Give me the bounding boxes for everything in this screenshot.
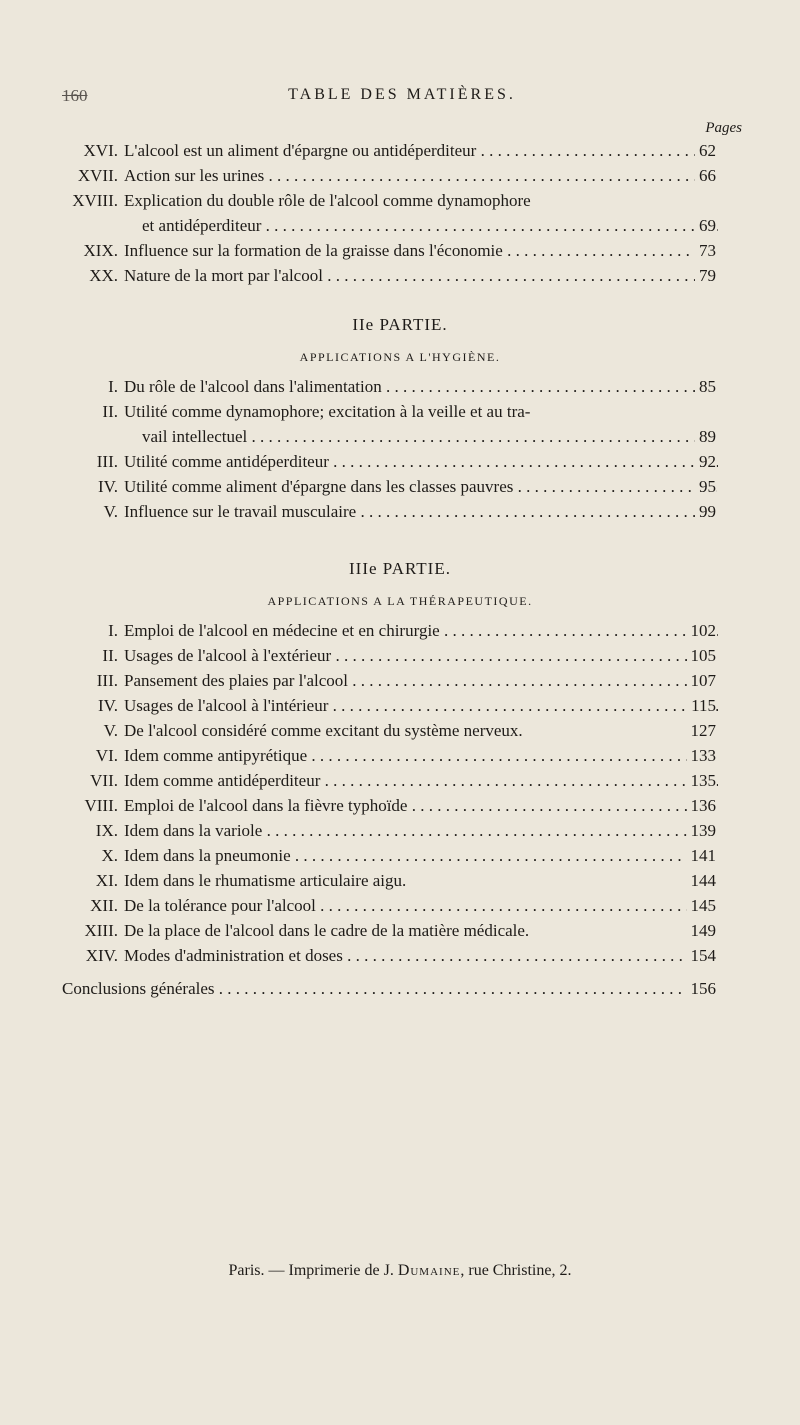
entry-number: II. [102,646,118,665]
entry-number: IV. [98,696,118,715]
entry-title: Usages de l'alcool à l'intérieur . . . [124,693,718,718]
toc-part1 [0,138,800,288]
entry-number: V. [103,721,118,740]
entry-title: L'alcool est un aliment d'épargne ou antidéperditeur . . . [124,138,718,163]
entry-page: 89 [695,424,716,449]
toc-entry [0,943,800,968]
toc-entry [0,893,800,918]
entry-page: 127 [687,718,717,743]
entry-number: XVII. [77,166,118,185]
toc-entry [0,188,800,213]
toc-entry [0,618,800,643]
entry-title: Pansement des plaies par l'alcool . . . [124,668,718,693]
toc-entry [0,743,800,768]
entry-number: I. [108,377,118,396]
entry-title: De la place de l'alcool dans le cadre de la matière médicale. [124,921,530,940]
entry-number: XVI. [83,141,118,160]
entry-title: Modes d'administration et doses . . . [124,943,718,968]
entry-page: 69 [695,213,716,238]
toc-entry [0,263,800,288]
conclusion-page: 156 [687,976,717,1001]
toc-entry [0,868,800,893]
toc-entry [0,693,800,718]
toc-part2 [0,310,800,524]
toc-entry [0,238,800,263]
toc-entry [0,138,800,163]
entry-title: Idem dans le rhumatisme articulaire aigu. [124,871,407,890]
toc-entry [0,499,800,524]
imprint-suffix: , rue Christine, 2. [460,1262,572,1279]
entry-number: XVIII. [72,191,118,210]
entry-number: X. [101,846,118,865]
toc-conclusion [0,976,800,1001]
part3-title: IIIe PARTIE. [349,559,451,578]
entry-number: III. [96,452,118,471]
toc-entry-continuation [0,424,800,449]
entry-number: XIV. [85,946,118,965]
entry-number: III. [96,671,118,690]
entry-number: VI. [95,746,118,765]
toc-entry [0,768,800,793]
entry-title: Idem dans la pneumonie . . . [124,843,718,868]
entry-title: De la tolérance pour l'alcool . . . [124,893,718,918]
entry-title: Du rôle de l'alcool dans l'alimentation . . . [124,374,718,399]
entry-number: XI. [95,871,118,890]
imprint-footer [0,1262,800,1280]
entry-title: Idem comme antipyrétique . . . [124,743,718,768]
toc-entry [0,449,800,474]
entry-number: XX. [89,266,118,285]
entry-page: 95 [695,474,716,499]
entry-title: Influence sur la formation de la graisse dans l'économie . . . [124,238,718,263]
toc-entry [0,399,800,424]
entry-page: 102 [687,618,717,643]
part2-subtitle: APPLICATIONS A L'HYGIÈNE. [299,350,501,364]
entry-page: 79 [695,263,716,288]
entry-number: IV. [98,477,118,496]
entry-page: 107 [687,668,717,693]
entry-number: VIII. [84,796,118,815]
entry-title: Idem dans la variole . . . [124,818,718,843]
entry-number: XIII. [84,921,118,940]
entry-title: Emploi de l'alcool en médecine et en chirurgie . . . [124,618,718,643]
entry-title: Idem comme antidéperditeur . . . [124,768,718,793]
toc-entry [0,163,800,188]
toc-entry [0,918,800,943]
entry-title: Utilité comme dynamophore; excitation à la veille et au tra- [124,402,531,421]
imprint-printer: Dumaine [397,1262,461,1279]
entry-title: Utilité comme antidéperditeur . . . [124,449,718,474]
entry-number: V. [103,502,118,521]
entry-number: I. [108,621,118,640]
part2-title: IIe PARTIE. [352,315,448,334]
entry-title: et antidéperditeur . . . [142,213,718,238]
entry-title: Emploi de l'alcool dans la fièvre typhoïde . . . [124,793,718,818]
toc-entry [0,818,800,843]
toc-entry [0,718,800,743]
imprint-prefix: Paris. — Imprimerie de J. [228,1262,394,1279]
entry-number: XIX. [83,241,118,260]
entry-page: 136 [687,793,717,818]
toc-entry-continuation [0,213,800,238]
entry-page: 154 [687,943,717,968]
running-title: TABLE DES MATIÈRES. [288,86,516,103]
entry-page: 149 [687,918,717,943]
entry-page: 115 [687,693,716,718]
entry-page: 85 [695,374,716,399]
toc-entry [0,643,800,668]
entry-page: 62 [695,138,716,163]
toc-entry [0,843,800,868]
entry-page: 105 [687,643,717,668]
entry-page: 133 [687,743,717,768]
toc-entry [0,474,800,499]
part3-entries [0,618,800,968]
entry-number: II. [102,402,118,421]
toc-entry [0,668,800,693]
entry-page: 99 [695,499,716,524]
entry-page: 135 [687,768,717,793]
toc-part3 [0,554,800,1001]
conclusion-title: Conclusions générales . . . [62,976,718,1001]
entry-title: Explication du double rôle de l'alcool comme dynamophore [124,191,531,210]
toc-entry [0,793,800,818]
entry-title: De l'alcool considéré comme excitant du système nerveux. [124,721,523,740]
entry-page: 73 [695,238,716,263]
part3-subtitle: APPLICATIONS A LA THÉRAPEUTIQUE. [267,594,533,608]
entry-page: 66 [695,163,716,188]
entry-page: 92 [695,449,716,474]
entry-title: vail intellectuel . . . [142,424,718,449]
entry-page: 145 [687,893,717,918]
entry-number: IX. [95,821,118,840]
entry-title: Action sur les urines . . . [124,163,718,188]
entry-page: 141 [687,843,717,868]
entry-page: 144 [687,868,717,893]
page-number: 160 [62,86,88,105]
page-header [62,86,742,136]
entry-title: Utilité comme aliment d'épargne dans les classes pauvres . . . [124,474,718,499]
entry-title: Nature de la mort par l'alcool . . . [124,263,718,288]
toc-entry [0,374,800,399]
entry-title: Influence sur le travail musculaire . . . [124,499,718,524]
entry-number: VII. [90,771,118,790]
entry-number: XII. [90,896,118,915]
pages-column-label: Pages [705,120,742,136]
entry-title: Usages de l'alcool à l'extérieur . . . [124,643,718,668]
entry-page: 139 [687,818,717,843]
